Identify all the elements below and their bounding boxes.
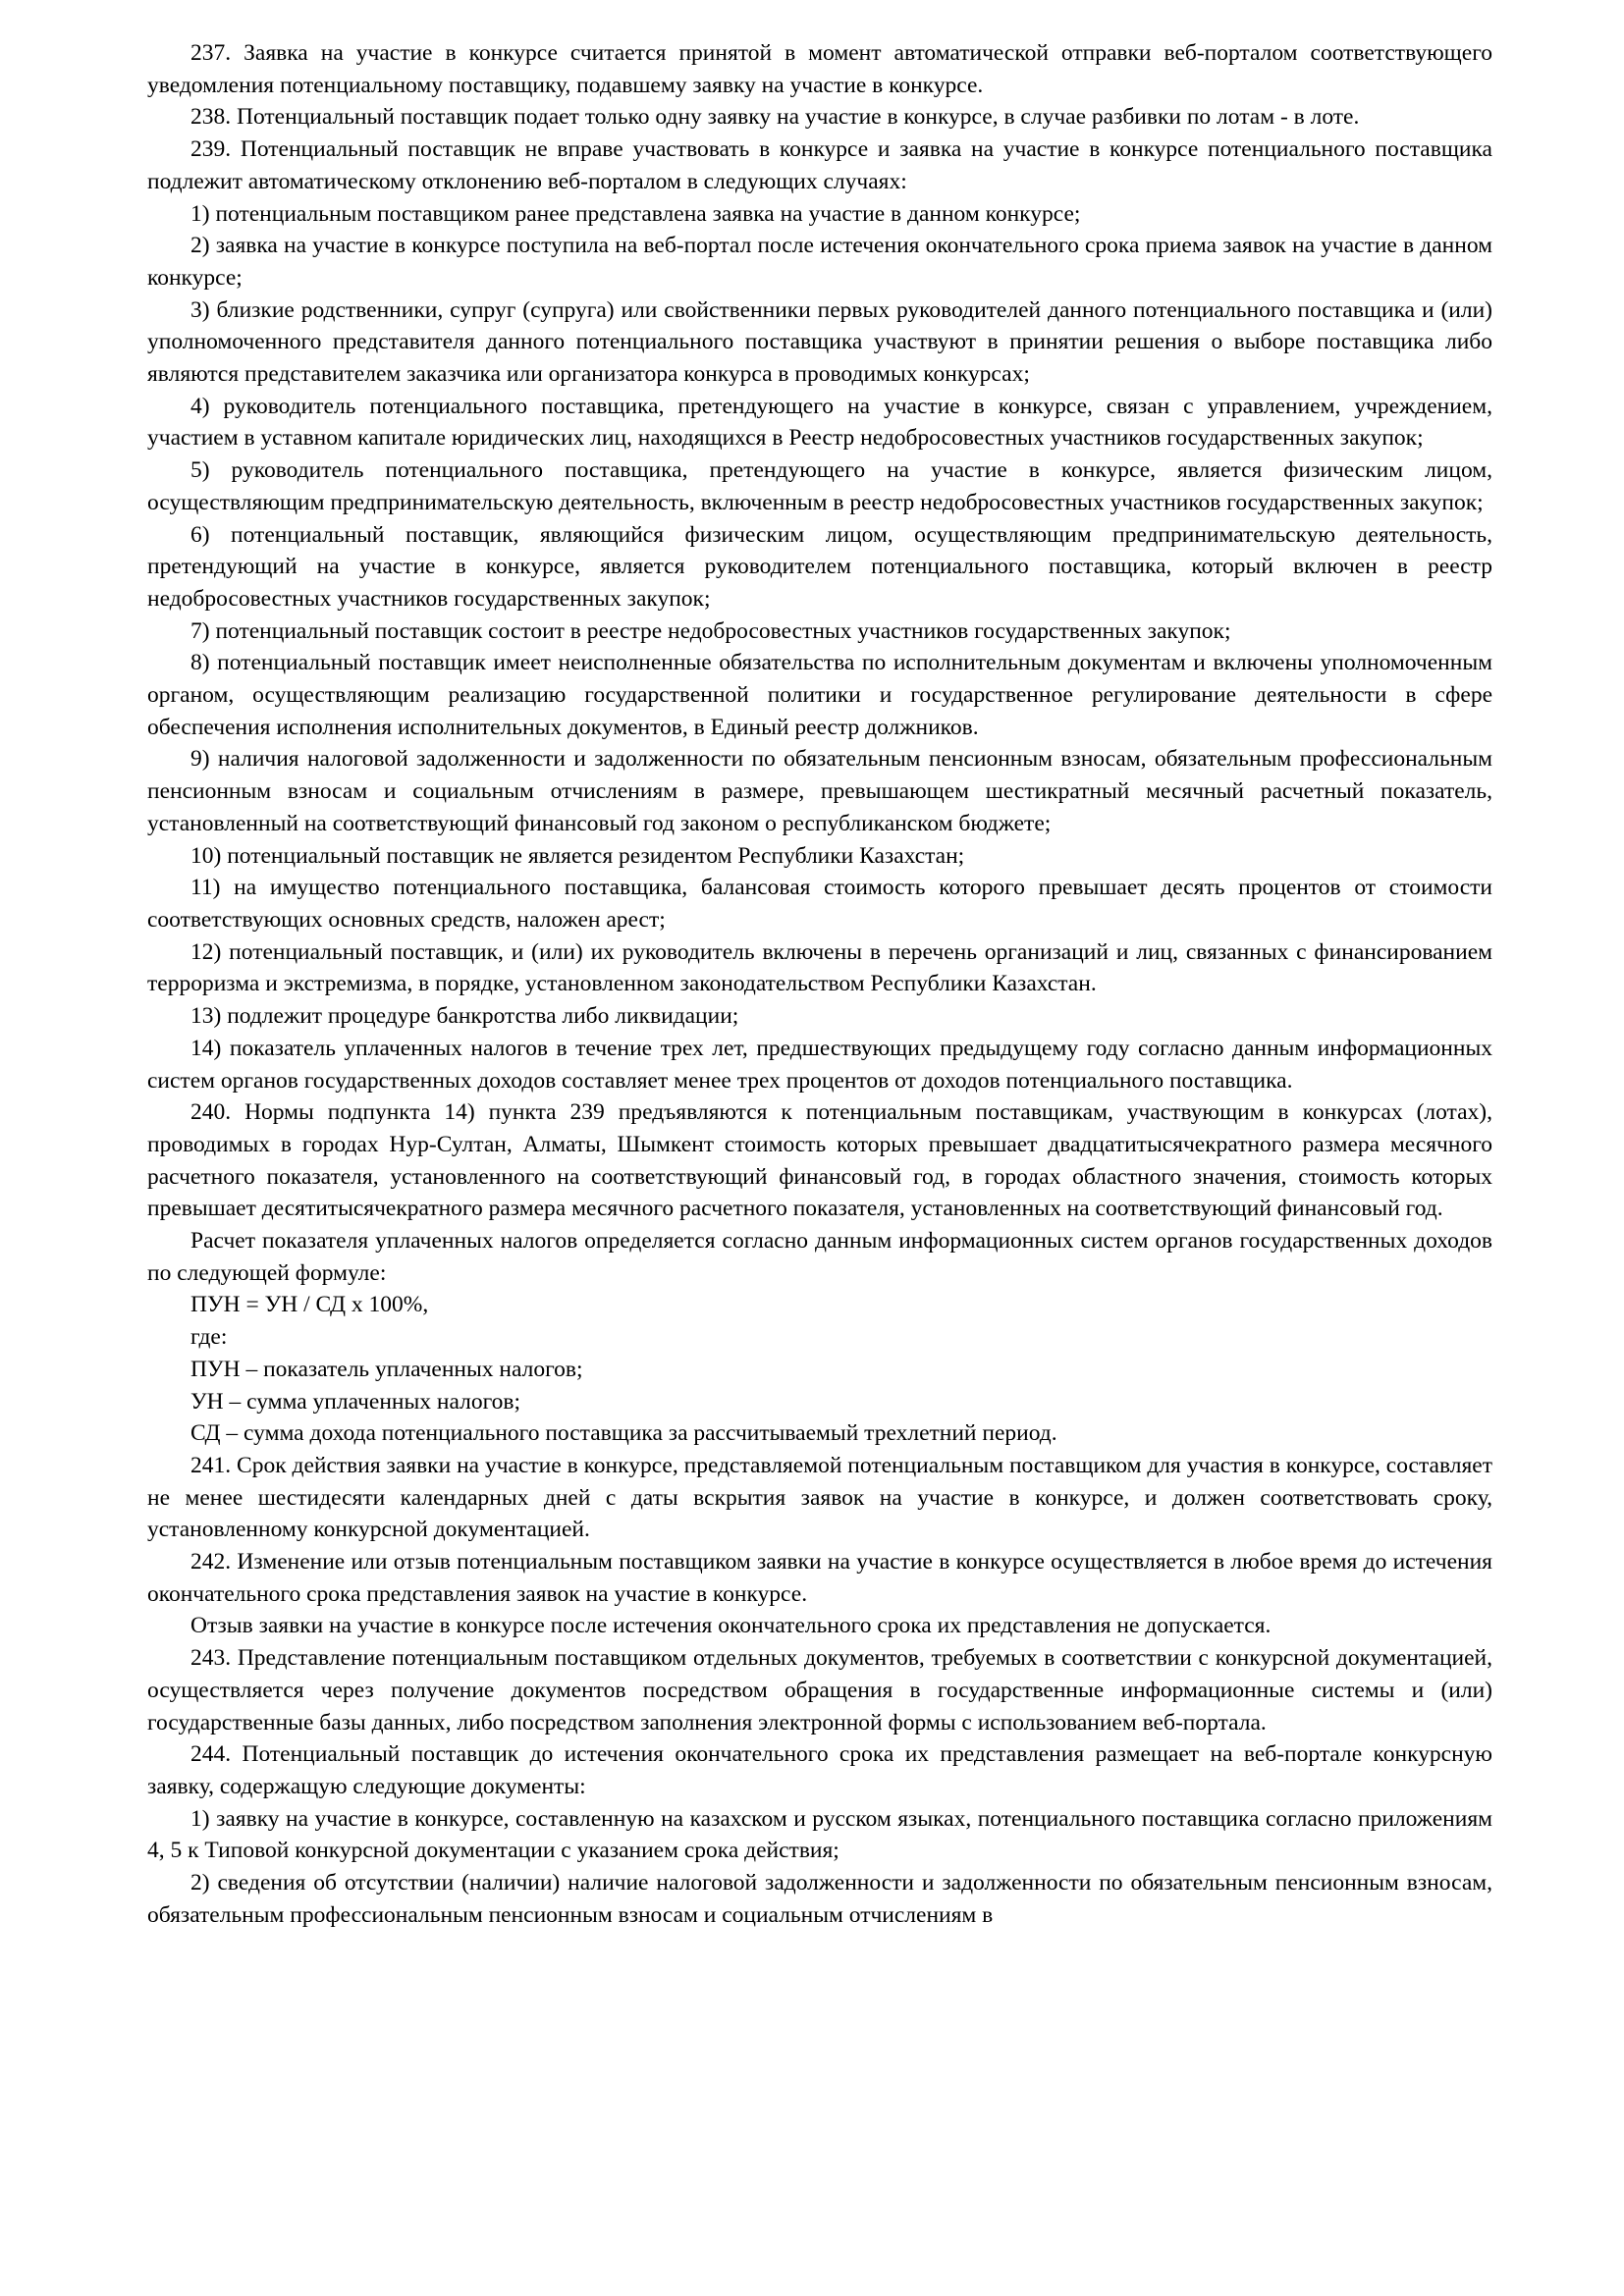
list-item-239-12: 12) потенциальный поставщик, и (или) их руководитель включены в перечень организаций и лиц, связанных с финансированием терроризма и экстремизма, в порядке, установленном законодательством Республики Казахстан. xyxy=(147,938,1492,997)
formula-where: где: xyxy=(190,1324,228,1351)
formula: ПУН = УН / СД х 100%, xyxy=(190,1292,429,1318)
list-item-239-10: 10) потенциальный поставщик не является резидентом Республики Казахстан; xyxy=(190,842,965,869)
list-item-239-7: 7) потенциальный поставщик состоит в реестре недобросовестных участников государственных закупок; xyxy=(190,617,1231,644)
paragraph-244: 244. Потенциальный поставщик до истечения окончательного срока их представления размещает на веб-портале конкурсную заявку, содержащую следующие документы: xyxy=(147,1741,1492,1799)
list-item-239-1: 1) потенциальным поставщиком ранее представлена заявка на участие в данном конкурсе; xyxy=(190,200,1081,227)
list-item-239-8: 8) потенциальный поставщик имеет неисполненные обязательства по исполнительным документам и включены уполномоченным органом, осуществляющим реализацию государственной политики и государственное регулирование деятельности в сфере обеспечения исполнения исполнительных документов, в Единый реестр должников. xyxy=(147,650,1492,740)
paragraph-242: 242. Изменение или отзыв потенциальным поставщиком заявки на участие в конкурсе осуществляется в любое время до истечения окончательного срока представления заявок на участие в конкурсе. xyxy=(147,1549,1492,1607)
paragraph-243: 243. Представление потенциальным поставщиком отдельных документов, требуемых в соответствии с конкурсной документацией, осуществляется через получение документов посредством обращения в государственные информационные системы и (или) государственные базы данных, либо посредством заполнения электронной формы с использованием веб-портала. xyxy=(147,1645,1492,1735)
paragraph-240-formula-intro: Расчет показателя уплаченных налогов определяется согласно данным информационных систем органов государственных доходов по следующей формуле: xyxy=(147,1228,1492,1286)
paragraph-242-withdrawal: Отзыв заявки на участие в конкурсе после истечения окончательного срока их представления не допускается. xyxy=(190,1613,1272,1639)
formula-def-pun: ПУН – показатель уплаченных налогов; xyxy=(190,1356,583,1382)
list-item-244-1: 1) заявку на участие в конкурсе, составленную на казахском и русском языках, потенциального поставщика согласно приложениям 4, 5 к Типовой конкурсной документации с указанием срока действия; xyxy=(147,1805,1492,1864)
paragraph-238: 238. Потенциальный поставщик подает только одну заявку на участие в конкурсе, в случае разбивки по лотам - в лоте. xyxy=(190,104,1360,131)
list-item-239-3: 3) близкие родственники, супруг (супруга) или свойственники первых руководителей данного потенциального поставщика и (или) уполномоченного представителя данного потенциального поставщика участвуют в принятии решения о выборе поставщика либо являются представителем заказчика или организатора конкурса в проводимых конкурсах; xyxy=(147,296,1492,388)
paragraph-239: 239. Потенциальный поставщик не вправе участвовать в конкурсе и заявка на участие в конкурсе потенциального поставщика подлежит автоматическому отклонению веб-порталом в следующих случаях: xyxy=(147,136,1492,194)
list-item-239-4: 4) руководитель потенциального поставщика, претендующего на участие в конкурсе, связан с управлением, учреждением, участием в уставном капитале юридических лиц, находящихся в Реестр недобросовестных участников государственных закупок; xyxy=(147,393,1492,452)
list-item-239-2: 2) заявка на участие в конкурсе поступила на веб-портал после истечения окончательного срока приема заявок на участие в данном конкурсе; xyxy=(147,233,1492,291)
formula-def-sd: СД – сумма дохода потенциального поставщика за рассчитываемый трехлетний период. xyxy=(190,1420,1057,1447)
formula-def-un: УН – сумма уплаченных налогов; xyxy=(190,1388,521,1415)
paragraph-237: 237. Заявка на участие в конкурсе считается принятой в момент автоматической отправки веб-порталом соответствующего уведомления потенциальному поставщику, подавшему заявку на участие в конкурсе. xyxy=(147,40,1492,98)
list-item-239-9: 9) наличия налоговой задолженности и задолженности по обязательным пенсионным взносам, обязательным профессиональным пенсионным взносам и социальным отчислениям в размере, превышающем шестикратный месячный расчетный показатель, установленный на соответствующий финансовый год законом о республиканском бюджете; xyxy=(147,746,1492,836)
list-item-239-14: 14) показатель уплаченных налогов в течение трех лет, предшествующих предыдущему году согласно данным информационных систем органов государственных доходов составляет менее трех процентов от доходов потенциального поставщика. xyxy=(147,1035,1492,1094)
paragraph-241: 241. Срок действия заявки на участие в конкурсе, представляемой потенциальным поставщиком для участия в конкурсе, составляет не менее шестидесяти календарных дней с даты вскрытия заявок на участие в конкурсе, и должен соответствовать сроку, установленному конкурсной документацией. xyxy=(147,1452,1492,1543)
paragraph-240: 240. Нормы подпункта 14) пункта 239 предъявляются к потенциальным поставщикам, участвующим в конкурсах (лотах), проводимых в городах Нур-Султан, Алматы, Шымкент стоимость которых превышает двадцатитысячекратного размера месячного расчетного показателя, установленного на соответствующий финансовый год, в городах областного значения, стоимость которых превышает десятитысячекратного размера месячного расчетного показателя, установленных на соответствующий финансовый год. xyxy=(147,1099,1492,1222)
list-item-239-5: 5) руководитель потенциального поставщика, претендующего на участие в конкурсе, является физическим лицом, осуществляющим предпринимательскую деятельность, включенным в реестр недобросовестных участников государственных закупок; xyxy=(147,457,1492,515)
list-item-239-11: 11) на имущество потенциального поставщика, балансовая стоимость которого превышает десять процентов от стоимости соответствующих основных средств, наложен арест; xyxy=(147,875,1492,933)
list-item-244-2: 2) сведения об отсутствии (наличии) наличие налоговой задолженности и задолженности по обязательным пенсионным взносам, обязательным профессиональным пенсионным взносам и социальным отчислениям в xyxy=(147,1870,1492,1928)
list-item-239-13: 13) подлежит процедуре банкротства либо ликвидации; xyxy=(190,1003,739,1030)
list-item-239-6: 6) потенциальный поставщик, являющийся физическим лицом, осуществляющим предпринимательскую деятельность, претендующий на участие в конкурсе, является руководителем потенциального поставщика, который включен в реестр недобросовестных участников государственных закупок; xyxy=(147,521,1492,612)
